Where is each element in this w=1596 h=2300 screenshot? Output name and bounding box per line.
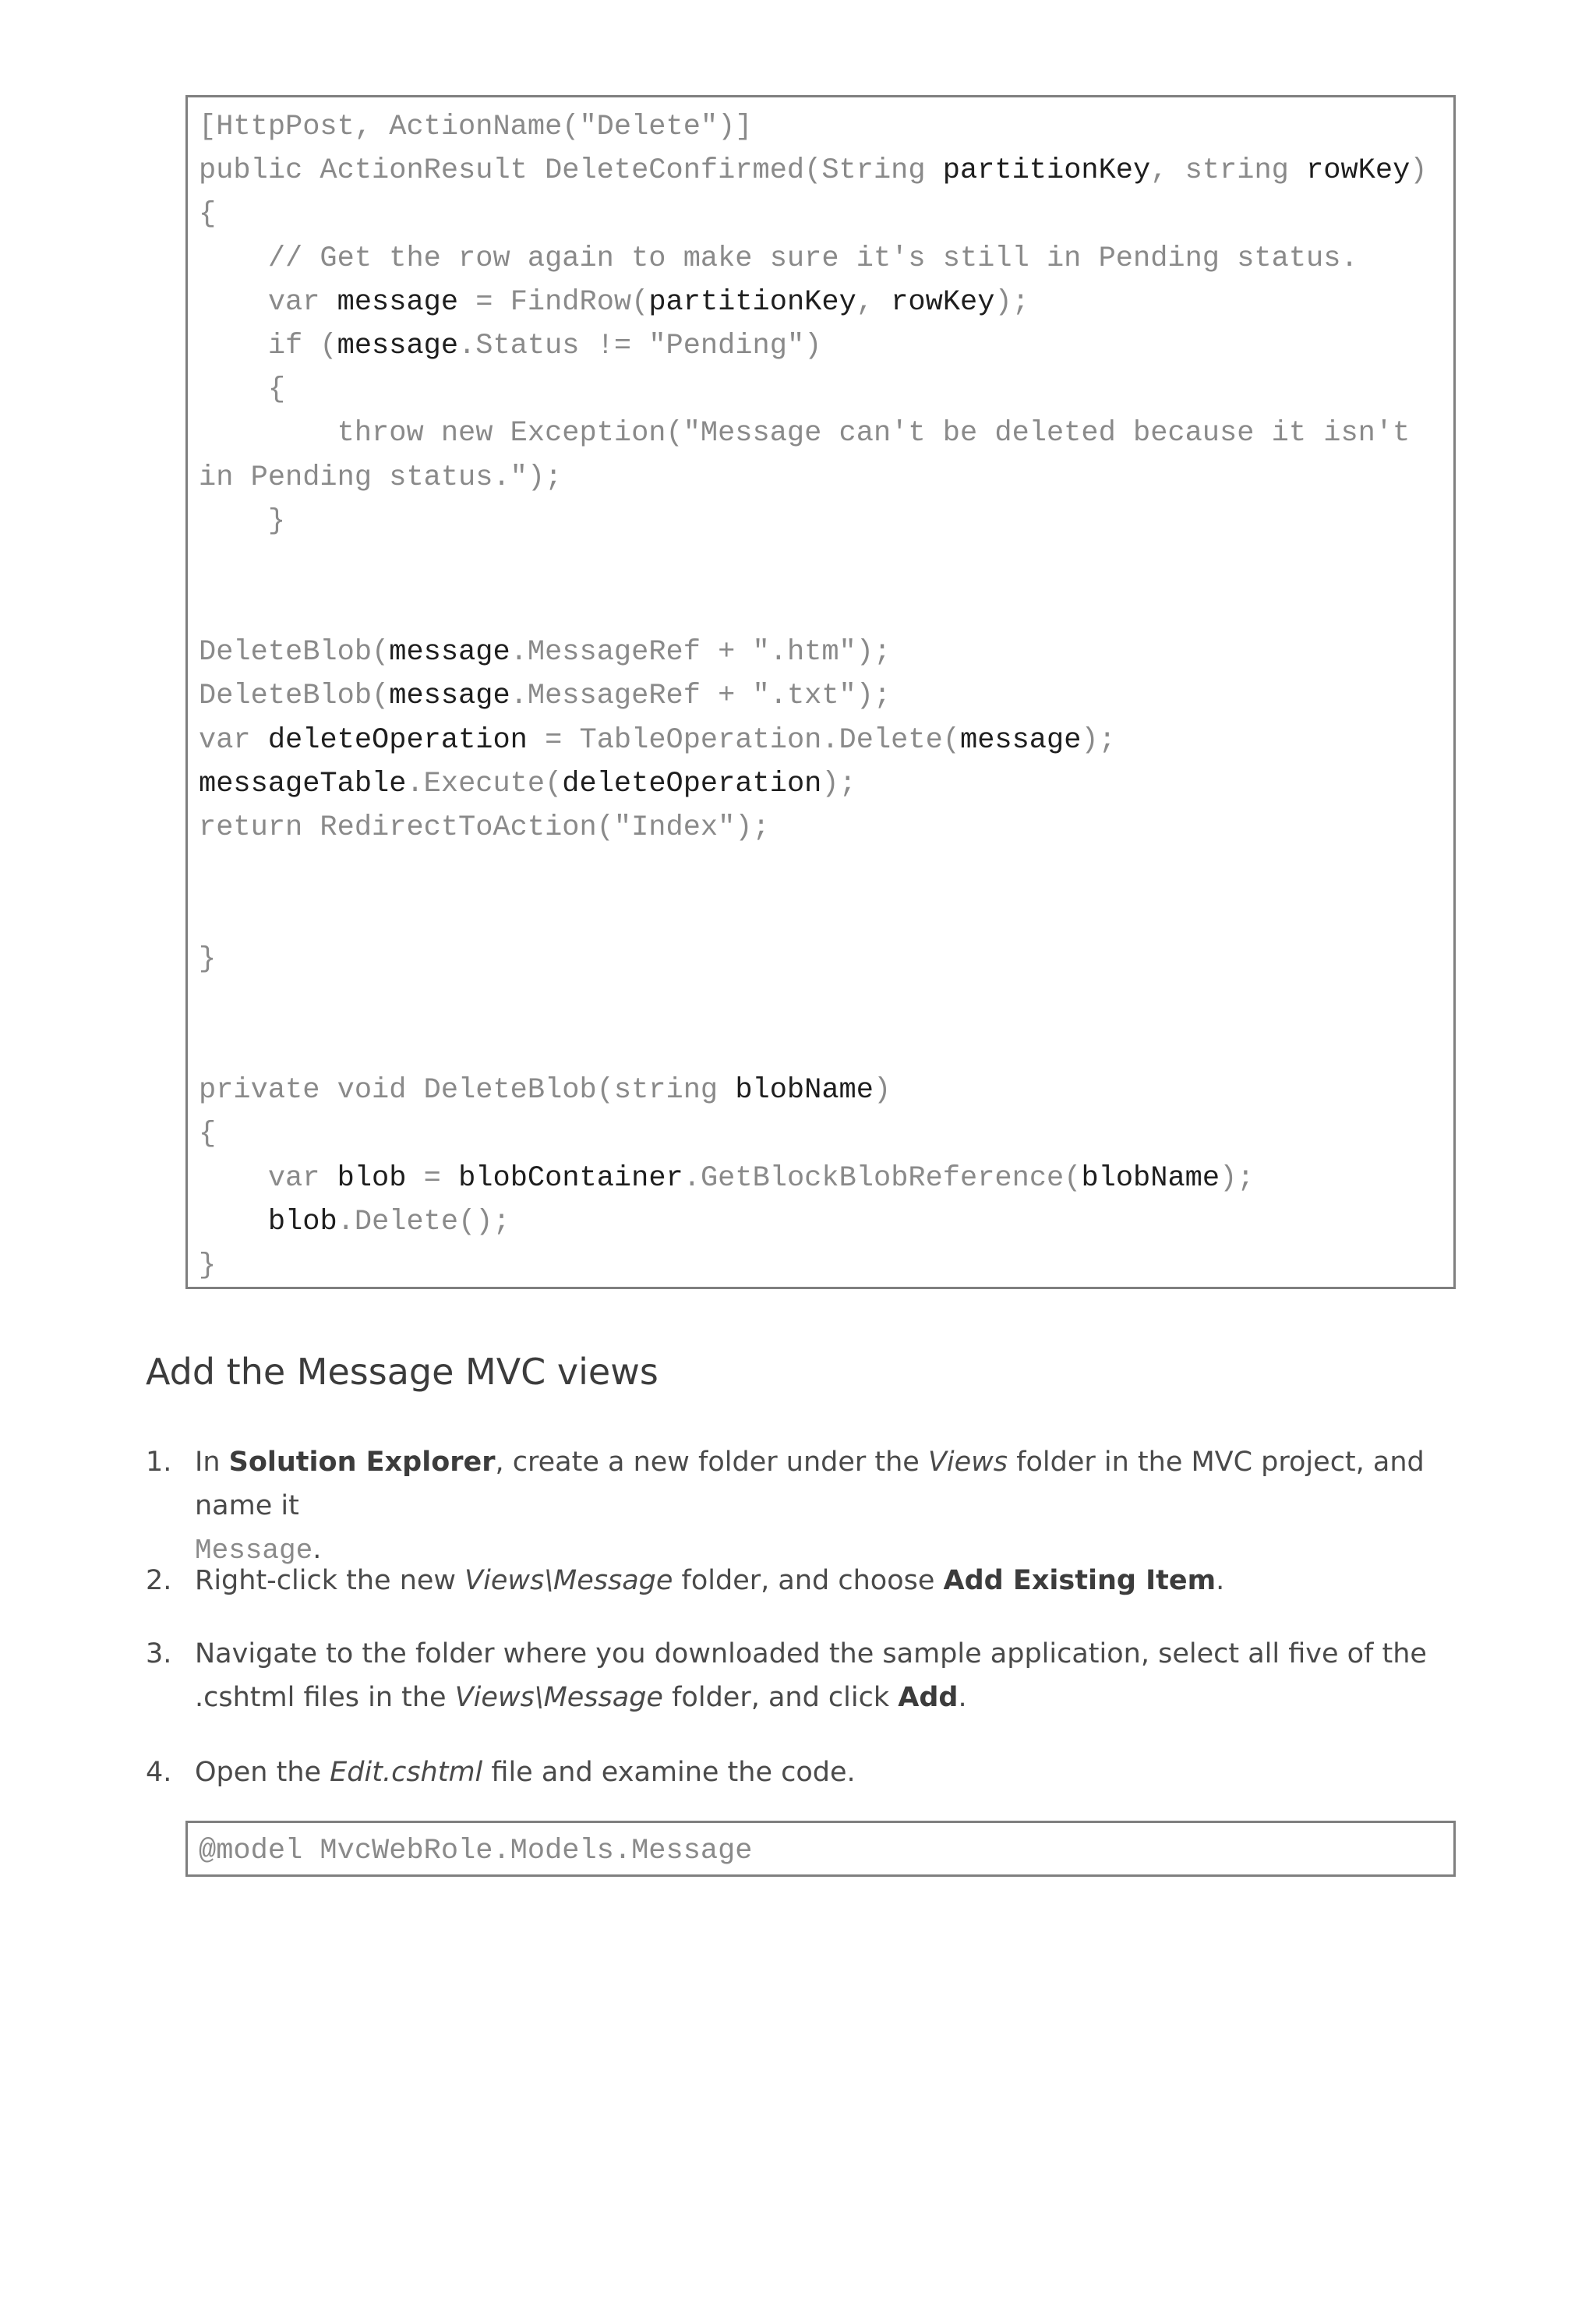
step-number: 4.	[146, 1757, 172, 1788]
code-token: {	[199, 373, 286, 407]
code-token: .Status != "Pending")	[458, 329, 822, 362]
code-token: );	[1081, 723, 1116, 757]
code-token: [HttpPost, ActionName("Delete")]	[199, 111, 753, 143]
step-text-run: .	[958, 1682, 967, 1713]
code-identifier: rowKey	[1306, 154, 1411, 188]
code-token	[199, 1206, 268, 1238]
step-text	[195, 1440, 1488, 1573]
step-text-run: Navigate to the folder where you downloaded the sample application, select all five of the	[195, 1638, 1427, 1669]
step-text	[195, 1632, 1488, 1719]
code-line	[199, 1829, 1442, 1873]
step-text-run: Right-click the new	[195, 1565, 465, 1596]
step-number: 1.	[146, 1447, 172, 1478]
code-identifier: blob	[267, 1205, 337, 1238]
code-identifier: partitionKey	[942, 154, 1151, 188]
code-token: DeleteBlob(	[199, 636, 390, 670]
step-text-run: folder, and click	[662, 1682, 899, 1713]
step-text	[195, 1751, 1488, 1794]
code-identifier: blob	[337, 1161, 407, 1195]
code-token: }	[199, 504, 286, 538]
code-token: var	[199, 723, 268, 757]
code-line	[199, 324, 1442, 368]
code-token: }	[199, 942, 217, 976]
code-line	[199, 806, 1442, 850]
path-term: Edit.cshtml	[330, 1757, 483, 1788]
code-token: return RedirectToAction("Index");	[199, 811, 770, 844]
code-token: = FindRow(	[458, 285, 649, 319]
step-number: 3.	[146, 1638, 172, 1669]
code-token: .MessageRef + ".htm");	[510, 636, 892, 670]
code-line	[199, 105, 1442, 149]
code-token: {	[199, 198, 217, 231]
code-token: ,	[856, 285, 892, 319]
step-text-run: .cshtml files in the	[195, 1682, 455, 1713]
code-token: , string	[1150, 154, 1307, 188]
code-block-edit-model	[185, 1821, 1456, 1877]
code-line	[199, 149, 1442, 193]
code-line	[199, 893, 1442, 937]
step-text-run: , create a new folder under the	[495, 1447, 928, 1478]
code-token: }	[199, 1249, 217, 1282]
code-identifier: blobName	[1081, 1161, 1220, 1195]
code-line	[199, 1112, 1442, 1156]
step-text-run: In	[195, 1447, 229, 1478]
code-block-delete-confirmed	[185, 95, 1456, 1289]
code-token: .Delete();	[337, 1205, 510, 1238]
code-identifier: message	[337, 329, 459, 362]
code-line	[199, 1069, 1442, 1112]
section-title: Add the Message MVC views	[146, 1351, 659, 1393]
path-term: Views\Message	[464, 1565, 673, 1596]
code-identifier: deleteOperation	[267, 723, 528, 757]
code-token: )	[1410, 154, 1428, 188]
code-line	[199, 719, 1442, 762]
code-line	[199, 1157, 1442, 1200]
step-text-run: .	[1216, 1565, 1225, 1596]
code-token: {	[199, 1118, 217, 1151]
inline-code: Message	[195, 1535, 313, 1567]
code-line	[199, 193, 1442, 236]
code-identifier: message	[389, 680, 510, 713]
code-token: in Pending status.");	[199, 461, 563, 494]
code-token: .GetBlockBlobReference(	[683, 1161, 1082, 1195]
code-identifier: blobName	[735, 1074, 874, 1108]
code-identifier: messageTable	[199, 767, 407, 800]
code-token: );	[821, 767, 856, 800]
code-line	[199, 456, 1442, 500]
path-term: Views\Message	[454, 1682, 663, 1713]
code-line	[199, 850, 1442, 893]
code-line	[199, 674, 1442, 718]
code-line	[199, 762, 1442, 806]
code-identifier: partitionKey	[648, 285, 856, 319]
code-line	[199, 1025, 1442, 1069]
ui-term: Solution Explorer	[228, 1447, 496, 1478]
step-text-run: Open the	[195, 1757, 330, 1788]
ui-term: Add	[898, 1682, 959, 1713]
code-token: =	[406, 1161, 459, 1195]
code-line	[199, 938, 1442, 981]
code-token: .MessageRef + ".txt");	[510, 680, 892, 713]
code-identifier: message	[337, 285, 459, 319]
step-number: 2.	[146, 1565, 172, 1596]
ui-term: Add Existing Item	[943, 1565, 1216, 1596]
code-token: )	[873, 1074, 892, 1108]
code-token: DeleteBlob(	[199, 680, 390, 713]
code-identifier: message	[389, 636, 510, 670]
code-identifier: blobContainer	[458, 1161, 683, 1195]
code-identifier: rowKey	[891, 285, 995, 319]
code-token: var	[199, 285, 337, 319]
code-identifier: message	[959, 723, 1082, 757]
code-token: @model MvcWebRole.Models.Message	[199, 1835, 753, 1867]
code-line	[199, 237, 1442, 281]
code-line	[199, 1200, 1442, 1244]
code-line	[199, 281, 1442, 324]
code-line	[199, 587, 1442, 631]
code-line	[199, 543, 1442, 587]
code-identifier: deleteOperation	[562, 767, 822, 800]
code-token: private void DeleteBlob(string	[199, 1074, 736, 1108]
code-line	[199, 368, 1442, 412]
step-text-run: .	[312, 1534, 322, 1565]
code-token: throw new Exception("Message can't be deleted because it isn't	[199, 417, 1411, 450]
code-line	[199, 981, 1442, 1025]
code-token: );	[994, 285, 1029, 319]
code-token: var	[199, 1161, 337, 1195]
step-text-run: file and examine the code.	[482, 1757, 856, 1788]
step-text	[195, 1559, 1488, 1602]
code-token: if (	[199, 329, 337, 362]
code-token: public ActionResult DeleteConfirmed(String	[199, 154, 943, 188]
code-token: );	[1220, 1161, 1255, 1195]
path-term: Views	[927, 1447, 1008, 1478]
code-line	[199, 1244, 1442, 1288]
code-line	[199, 631, 1442, 674]
code-token: = TableOperation.Delete(	[527, 723, 960, 757]
code-line	[199, 412, 1442, 455]
code-token: .Execute(	[406, 767, 563, 800]
step-text-run: folder in the MVC project, and name it	[195, 1447, 1425, 1521]
step-text-run: folder, and choose	[673, 1565, 944, 1596]
code-line	[199, 500, 1442, 543]
code-token: // Get the row again to make sure it's still in Pending status.	[199, 242, 1358, 275]
